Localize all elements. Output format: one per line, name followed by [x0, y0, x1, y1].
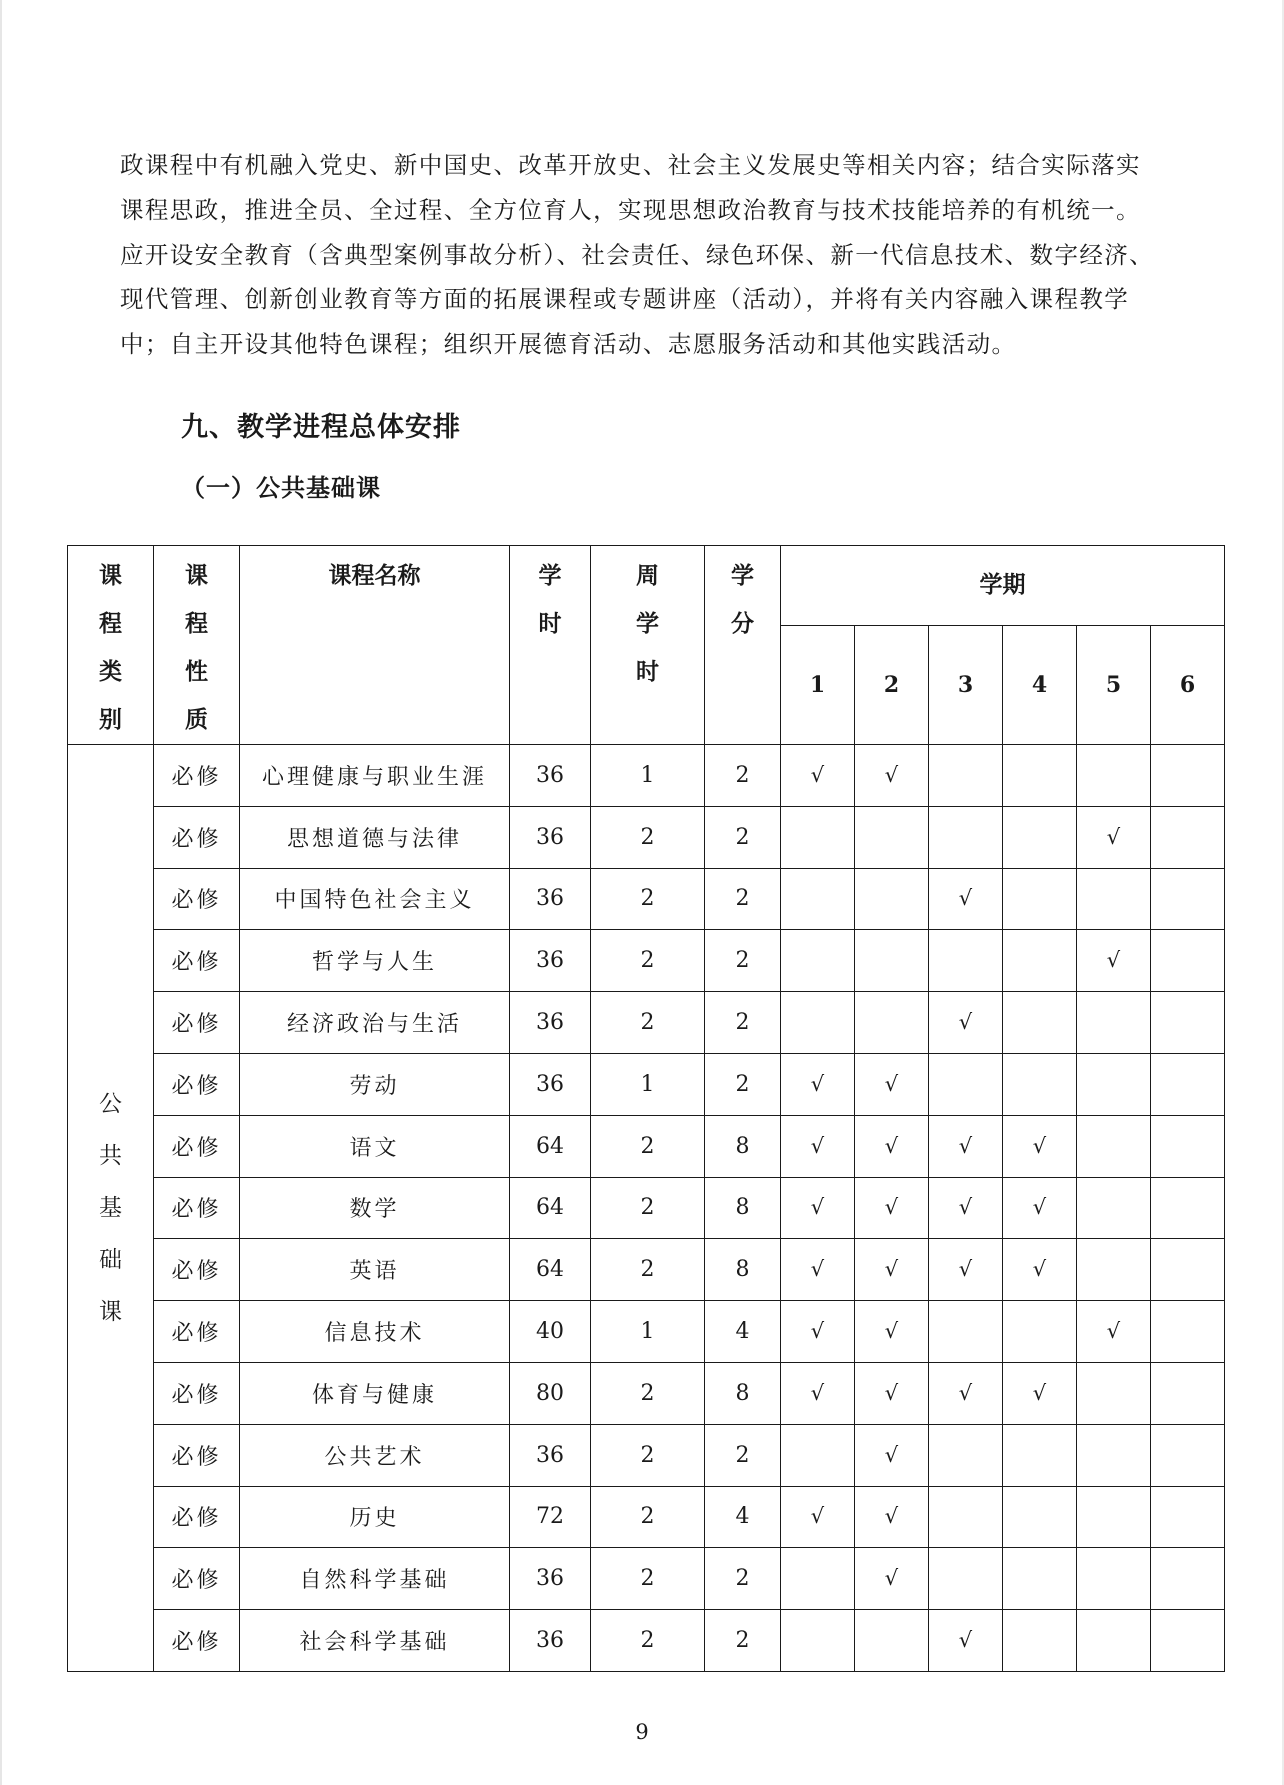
credits-cell: 4	[705, 1486, 781, 1548]
weekly-hours-cell: 2	[591, 868, 705, 930]
hours-cell: 36	[510, 1548, 591, 1610]
hours-cell: 36	[510, 930, 591, 992]
nature-cell: 必修	[154, 1610, 240, 1672]
course-name-cell: 哲学与人生	[240, 930, 510, 992]
credits-cell: 2	[705, 1053, 781, 1115]
semester-6-cell	[1151, 868, 1225, 930]
check-mark: √	[884, 1257, 899, 1282]
weekly-hours-cell: 2	[591, 1424, 705, 1486]
semester-2-cell	[855, 1301, 929, 1363]
header-semester-3: 3	[929, 625, 1003, 744]
hours-cell: 64	[510, 1239, 591, 1301]
check-mark: √	[810, 762, 825, 787]
header-semester-6: 6	[1151, 625, 1225, 744]
check-mark: √	[1106, 948, 1121, 973]
check-mark: √	[1106, 824, 1121, 849]
section-heading: 九、教学进程总体安排	[181, 412, 461, 443]
semester-2-cell	[855, 1424, 929, 1486]
check-mark: √	[810, 1195, 825, 1220]
semester-2-cell	[855, 1115, 929, 1177]
semester-6-cell	[1151, 1053, 1225, 1115]
header-credits-label: 学分	[731, 563, 754, 637]
weekly-hours-cell: 2	[591, 930, 705, 992]
semester-6-cell	[1151, 1486, 1225, 1548]
nature-cell: 必修	[154, 1239, 240, 1301]
semester-3-cell	[929, 1177, 1003, 1239]
semester-2-cell	[855, 1610, 929, 1672]
check-mark: √	[958, 1257, 973, 1282]
check-mark: √	[810, 1504, 825, 1529]
check-mark: √	[958, 886, 973, 911]
course-schedule-table	[67, 545, 1225, 1672]
check-mark: √	[884, 762, 899, 787]
semester-6-cell	[1151, 1362, 1225, 1424]
course-name-cell: 心理健康与职业生涯	[240, 745, 510, 807]
semester-4-cell	[1003, 992, 1077, 1054]
header-hours	[510, 546, 591, 745]
credits-cell: 4	[705, 1301, 781, 1363]
semester-2-cell	[855, 1362, 929, 1424]
semester-1-cell	[781, 1362, 855, 1424]
semester-5-cell	[1077, 1610, 1151, 1672]
header-nature	[154, 546, 240, 745]
semester-1-cell	[781, 930, 855, 992]
check-mark: √	[884, 1566, 899, 1591]
credits-cell: 2	[705, 1548, 781, 1610]
check-mark: √	[958, 1195, 973, 1220]
semester-6-cell	[1151, 992, 1225, 1054]
semester-5-cell	[1077, 1362, 1151, 1424]
check-mark: √	[884, 1071, 899, 1096]
nature-cell: 必修	[154, 1486, 240, 1548]
semester-5-cell	[1077, 1486, 1151, 1548]
body-paragraph	[120, 143, 1180, 367]
hours-cell: 36	[510, 868, 591, 930]
hours-cell: 36	[510, 745, 591, 807]
hours-cell: 36	[510, 1424, 591, 1486]
table-row	[68, 930, 1225, 992]
table-row	[68, 1239, 1225, 1301]
semester-6-cell	[1151, 806, 1225, 868]
header-category-label: 课程类别	[99, 563, 122, 733]
semester-5-cell	[1077, 992, 1151, 1054]
check-mark: √	[1032, 1195, 1047, 1220]
check-mark: √	[1106, 1319, 1121, 1344]
nature-cell: 必修	[154, 868, 240, 930]
weekly-hours-cell: 2	[591, 1177, 705, 1239]
check-mark: √	[810, 1071, 825, 1096]
header-semester-5: 5	[1077, 625, 1151, 744]
check-mark: √	[958, 1380, 973, 1405]
semester-4-cell	[1003, 1362, 1077, 1424]
semester-1-cell	[781, 745, 855, 807]
paragraph-line: 应开设安全教育（含典型案例事故分析）、社会责任、绿色环保、新一代信息技术、数字经济、	[120, 240, 1155, 269]
hours-cell: 36	[510, 806, 591, 868]
semester-4-cell	[1003, 1239, 1077, 1301]
semester-2-cell	[855, 1177, 929, 1239]
semester-2-cell	[855, 1053, 929, 1115]
course-name-cell: 社会科学基础	[240, 1610, 510, 1672]
credits-cell: 8	[705, 1115, 781, 1177]
header-credits	[705, 546, 781, 745]
table-row	[68, 1362, 1225, 1424]
paragraph-line: 课程思政，推进全员、全过程、全方位育人，实现思想政治教育与技术技能培养的有机统一。	[120, 195, 1141, 224]
credits-cell: 2	[705, 868, 781, 930]
course-name-cell: 信息技术	[240, 1301, 510, 1363]
semester-2-cell	[855, 1548, 929, 1610]
table-row	[68, 1424, 1225, 1486]
semester-2-cell	[855, 868, 929, 930]
paragraph-line: 现代管理、创新创业教育等方面的拓展课程或专题讲座（活动），并将有关内容融入课程教学	[120, 285, 1130, 314]
check-mark: √	[884, 1380, 899, 1405]
category-cell	[68, 745, 154, 1672]
weekly-hours-cell: 1	[591, 1053, 705, 1115]
semester-3-cell	[929, 868, 1003, 930]
semester-1-cell	[781, 1424, 855, 1486]
semester-3-cell	[929, 1610, 1003, 1672]
page-edge-left	[0, 0, 2, 1785]
category-label: 公共基础课	[99, 1090, 122, 1325]
hours-cell: 36	[510, 1610, 591, 1672]
table-row	[68, 745, 1225, 807]
header-hours-label: 学时	[538, 563, 562, 637]
semester-1-cell	[781, 806, 855, 868]
check-mark: √	[810, 1133, 825, 1158]
nature-cell: 必修	[154, 1301, 240, 1363]
semester-1-cell	[781, 1610, 855, 1672]
semester-1-cell	[781, 1486, 855, 1548]
weekly-hours-cell: 2	[591, 992, 705, 1054]
table-row	[68, 1177, 1225, 1239]
table-body	[68, 745, 1225, 1672]
semester-5-cell	[1077, 1301, 1151, 1363]
semester-6-cell	[1151, 1239, 1225, 1301]
credits-cell: 2	[705, 745, 781, 807]
nature-cell: 必修	[154, 992, 240, 1054]
semester-4-cell	[1003, 1115, 1077, 1177]
semester-2-cell	[855, 806, 929, 868]
credits-cell: 2	[705, 1424, 781, 1486]
header-weekly-hours-label: 周学时	[636, 563, 659, 685]
semester-1-cell	[781, 868, 855, 930]
check-mark: √	[1032, 1380, 1047, 1405]
semester-3-cell	[929, 1424, 1003, 1486]
subsection-heading: （一）公共基础课	[181, 474, 381, 502]
course-name-cell: 体育与健康	[240, 1362, 510, 1424]
semester-6-cell	[1151, 1177, 1225, 1239]
header-course-name: 课程名称	[240, 546, 510, 745]
hours-cell: 72	[510, 1486, 591, 1548]
semester-3-cell	[929, 992, 1003, 1054]
course-name-cell: 历史	[240, 1486, 510, 1548]
credits-cell: 2	[705, 806, 781, 868]
hours-cell: 36	[510, 992, 591, 1054]
credits-cell: 8	[705, 1177, 781, 1239]
semester-4-cell	[1003, 868, 1077, 930]
check-mark: √	[810, 1257, 825, 1282]
header-semester-2: 2	[855, 625, 929, 744]
check-mark: √	[1032, 1133, 1047, 1158]
course-name-cell: 思想道德与法律	[240, 806, 510, 868]
credits-cell: 8	[705, 1362, 781, 1424]
weekly-hours-cell: 2	[591, 1115, 705, 1177]
nature-cell: 必修	[154, 1115, 240, 1177]
nature-cell: 必修	[154, 1177, 240, 1239]
semester-2-cell	[855, 745, 929, 807]
nature-cell: 必修	[154, 930, 240, 992]
table-row	[68, 1301, 1225, 1363]
hours-cell: 64	[510, 1177, 591, 1239]
semester-4-cell	[1003, 1610, 1077, 1672]
table-row	[68, 1548, 1225, 1610]
semester-6-cell	[1151, 1301, 1225, 1363]
semester-3-cell	[929, 806, 1003, 868]
table-row	[68, 1610, 1225, 1672]
semester-2-cell	[855, 930, 929, 992]
check-mark: √	[884, 1442, 899, 1467]
course-name-cell: 经济政治与生活	[240, 992, 510, 1054]
hours-cell: 40	[510, 1301, 591, 1363]
semester-6-cell	[1151, 1424, 1225, 1486]
table-row	[68, 1486, 1225, 1548]
semester-5-cell	[1077, 1424, 1151, 1486]
semester-4-cell	[1003, 806, 1077, 868]
course-name-cell: 中国特色社会主义	[240, 868, 510, 930]
semester-1-cell	[781, 1239, 855, 1301]
check-mark: √	[810, 1319, 825, 1344]
header-category	[68, 546, 154, 745]
nature-cell: 必修	[154, 745, 240, 807]
semester-5-cell	[1077, 1548, 1151, 1610]
semester-4-cell	[1003, 1053, 1077, 1115]
credits-cell: 8	[705, 1239, 781, 1301]
semester-3-cell	[929, 1239, 1003, 1301]
semester-6-cell	[1151, 930, 1225, 992]
header-nature-label: 课程性质	[185, 563, 208, 733]
semester-4-cell	[1003, 1177, 1077, 1239]
table-row	[68, 992, 1225, 1054]
semester-1-cell	[781, 1548, 855, 1610]
semester-3-cell	[929, 1301, 1003, 1363]
header-weekly-hours	[591, 546, 705, 745]
semester-4-cell	[1003, 1424, 1077, 1486]
semester-1-cell	[781, 1053, 855, 1115]
weekly-hours-cell: 2	[591, 806, 705, 868]
semester-5-cell	[1077, 745, 1151, 807]
page-number: 9	[635, 1720, 649, 1744]
check-mark: √	[958, 1133, 973, 1158]
course-name-cell: 自然科学基础	[240, 1548, 510, 1610]
check-mark: √	[884, 1504, 899, 1529]
semester-3-cell	[929, 1362, 1003, 1424]
semester-4-cell	[1003, 1301, 1077, 1363]
semester-4-cell	[1003, 1486, 1077, 1548]
nature-cell: 必修	[154, 806, 240, 868]
course-name-cell: 数学	[240, 1177, 510, 1239]
check-mark: √	[884, 1133, 899, 1158]
semester-5-cell	[1077, 868, 1151, 930]
semester-1-cell	[781, 1177, 855, 1239]
table-row	[68, 806, 1225, 868]
weekly-hours-cell: 1	[591, 745, 705, 807]
course-name-cell: 英语	[240, 1239, 510, 1301]
semester-2-cell	[855, 1486, 929, 1548]
nature-cell: 必修	[154, 1548, 240, 1610]
check-mark: √	[958, 1010, 973, 1035]
header-semester-1: 1	[781, 625, 855, 744]
semester-5-cell	[1077, 1177, 1151, 1239]
check-mark: √	[810, 1380, 825, 1405]
semester-3-cell	[929, 1548, 1003, 1610]
semester-1-cell	[781, 1115, 855, 1177]
header-semester-4: 4	[1003, 625, 1077, 744]
check-mark: √	[1032, 1257, 1047, 1282]
course-name-cell: 劳动	[240, 1053, 510, 1115]
course-name-cell: 语文	[240, 1115, 510, 1177]
credits-cell: 2	[705, 992, 781, 1054]
semester-3-cell	[929, 745, 1003, 807]
semester-4-cell	[1003, 745, 1077, 807]
semester-2-cell	[855, 992, 929, 1054]
semester-6-cell	[1151, 1115, 1225, 1177]
table-row	[68, 868, 1225, 930]
hours-cell: 36	[510, 1053, 591, 1115]
hours-cell: 64	[510, 1115, 591, 1177]
semester-4-cell	[1003, 1548, 1077, 1610]
hours-cell: 80	[510, 1362, 591, 1424]
nature-cell: 必修	[154, 1053, 240, 1115]
semester-3-cell	[929, 1053, 1003, 1115]
semester-5-cell	[1077, 1239, 1151, 1301]
check-mark: √	[884, 1319, 899, 1344]
weekly-hours-cell: 2	[591, 1548, 705, 1610]
check-mark: √	[884, 1195, 899, 1220]
semester-5-cell	[1077, 930, 1151, 992]
course-name-cell: 公共艺术	[240, 1424, 510, 1486]
weekly-hours-cell: 2	[591, 1362, 705, 1424]
semester-5-cell	[1077, 1115, 1151, 1177]
semester-6-cell	[1151, 1548, 1225, 1610]
weekly-hours-cell: 2	[591, 1610, 705, 1672]
semester-1-cell	[781, 1301, 855, 1363]
semester-6-cell	[1151, 745, 1225, 807]
weekly-hours-cell: 1	[591, 1301, 705, 1363]
nature-cell: 必修	[154, 1362, 240, 1424]
semester-5-cell	[1077, 1053, 1151, 1115]
paragraph-line: 政课程中有机融入党史、新中国史、改革开放史、社会主义发展史等相关内容；结合实际落实	[120, 151, 1141, 179]
semester-4-cell	[1003, 930, 1077, 992]
semester-3-cell	[929, 930, 1003, 992]
semester-2-cell	[855, 1239, 929, 1301]
credits-cell: 2	[705, 1610, 781, 1672]
check-mark: √	[958, 1628, 973, 1653]
table-row	[68, 1115, 1225, 1177]
weekly-hours-cell: 2	[591, 1239, 705, 1301]
table-row	[68, 1053, 1225, 1115]
credits-cell: 2	[705, 930, 781, 992]
header-semester: 学期	[781, 546, 1225, 626]
semester-3-cell	[929, 1486, 1003, 1548]
paragraph-line: 中；自主开设其他特色课程；组织开展德育活动、志愿服务活动和其他实践活动。	[120, 330, 1017, 359]
weekly-hours-cell: 2	[591, 1486, 705, 1548]
semester-6-cell	[1151, 1610, 1225, 1672]
semester-3-cell	[929, 1115, 1003, 1177]
nature-cell: 必修	[154, 1424, 240, 1486]
semester-5-cell	[1077, 806, 1151, 868]
semester-1-cell	[781, 992, 855, 1054]
